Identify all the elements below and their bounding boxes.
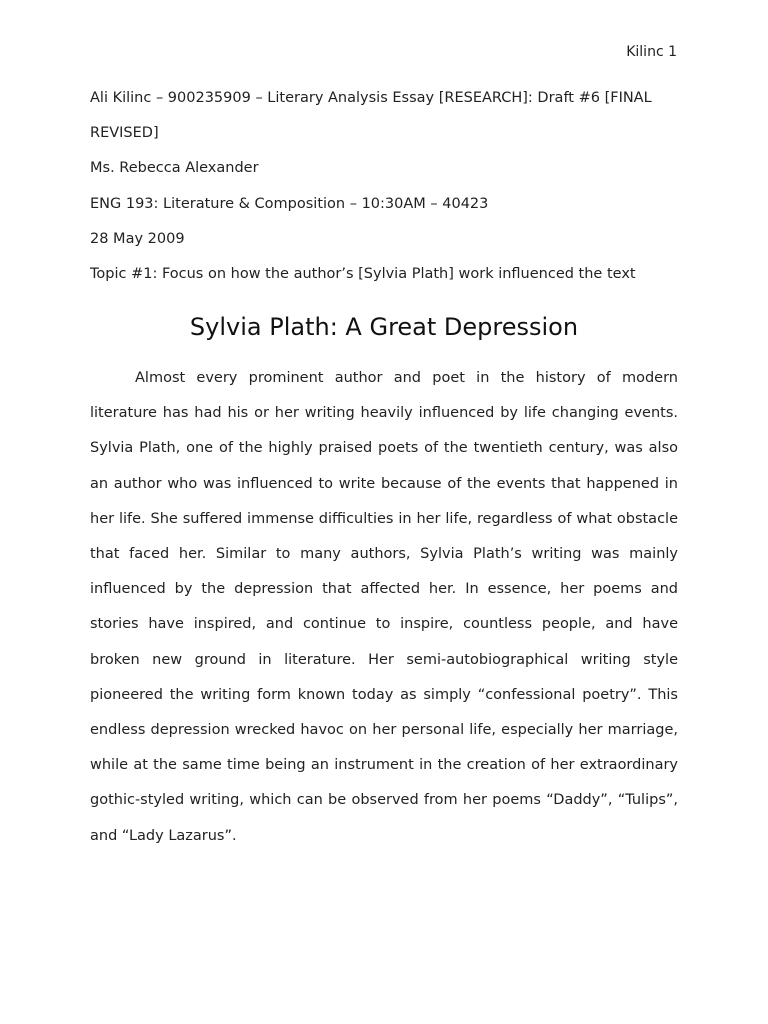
body-paragraph: Almost every prominent author and poet in the history of modern literature has had his or her writing heavily influenced by life changing events. Sylvia Plath, one of the highly praised poets of the twentieth century, was also an author who was influenced to write because of the events that happened in her life. She suffered immense difficulties in her life, regardless of what obstacle that faced her. Similar to many authors, Sylvia Plath’s writing was mainly influenced by the depression that affected her. In essence, her poems and stories have inspired, and continue to inspire, countless people, and have broken new ground in literature. Her semi-autobiographical writing style pioneered the writing form known today as simply “confessional poetry”. This endless depression wrecked havoc on her personal life, especially her marriage, while at the same time being an instrument in the creation of her extraordinary gothic-styled writing, which can be observed from her poems “Daddy”, “Tulips”, and “Lady Lazarus”. (90, 370, 678, 844)
running-header-page-number: Kilinc 1 (626, 44, 677, 60)
heading-date-line: 28 May 2009 (90, 230, 185, 247)
heading-topic-line: Topic #1: Focus on how the author’s [Sylvia Plath] work influenced the text (90, 266, 636, 283)
heading-course-line: ENG 193: Literature & Composition – 10:30AM – 40423 (90, 195, 489, 212)
heading-author-line: Ali Kilinc – 900235909 – Literary Analysis Essay [RESEARCH]: Draft #6 [FINAL REVISED] (90, 90, 652, 142)
essay-title: Sylvia Plath: A Great Depression (189, 313, 579, 341)
heading-instructor-line: Ms. Rebecca Alexander (90, 160, 259, 177)
essay-heading-block (90, 81, 678, 292)
